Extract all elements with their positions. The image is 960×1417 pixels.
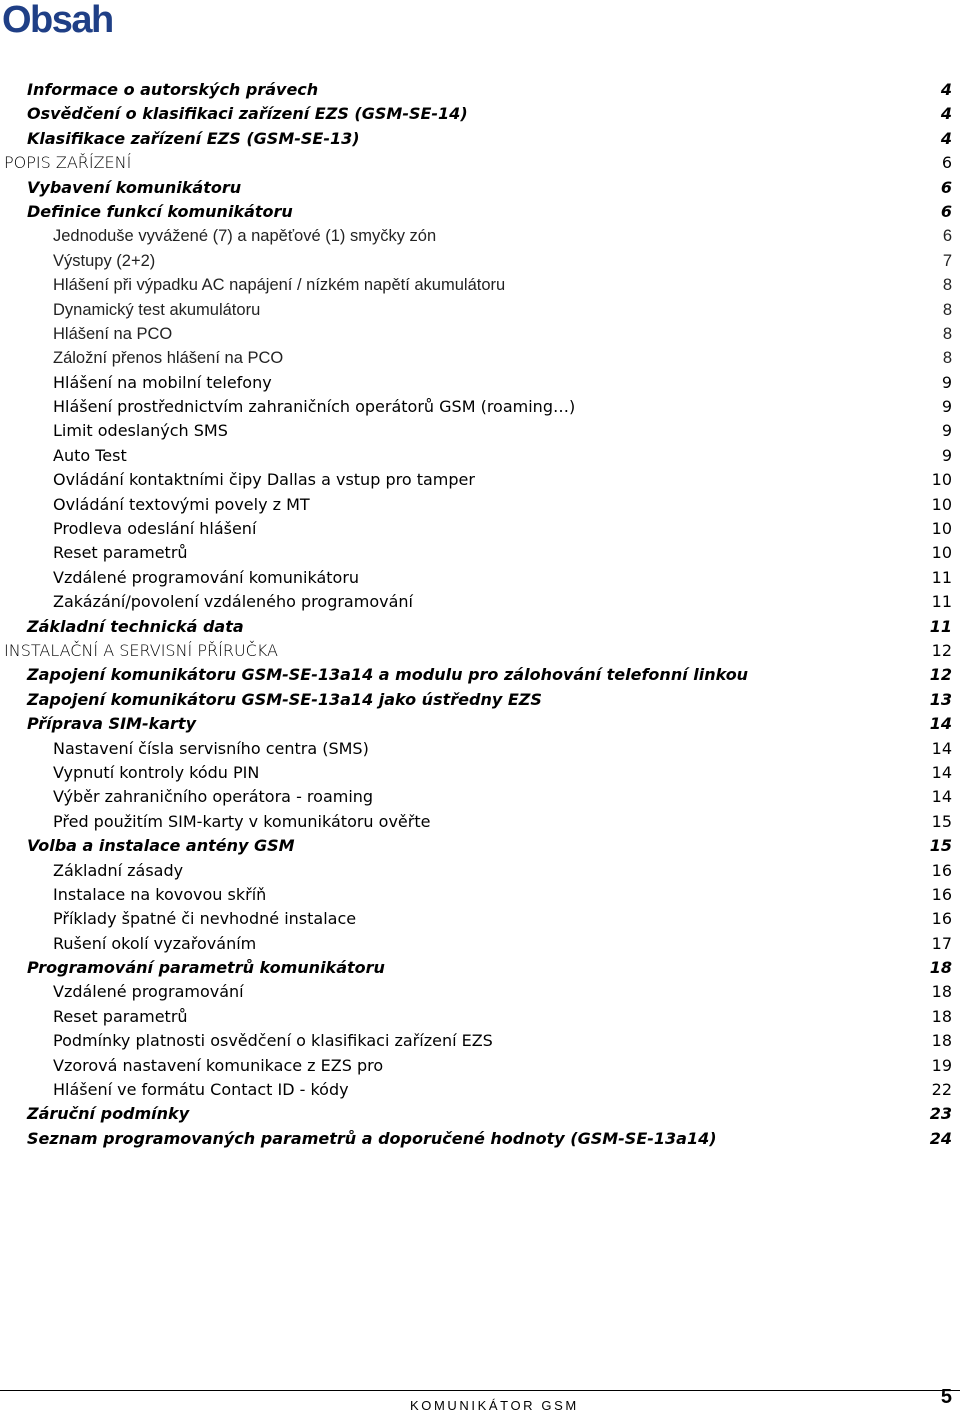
toc-entry[interactable] <box>0 200 960 224</box>
toc-entry-title: Instalace na kovovou skříň <box>53 884 267 904</box>
page-title: Obsah <box>2 0 113 41</box>
toc-entry-title: Hlášení prostřednictvím zahraničních operátorů GSM (roaming…) <box>53 397 576 417</box>
toc-entry[interactable] <box>0 493 960 517</box>
toc-entry[interactable] <box>0 371 960 395</box>
toc-entry[interactable] <box>0 1078 960 1102</box>
toc-entry-title: POPIS ZAŘÍZENÍ <box>4 153 132 173</box>
toc-entry-title: Výstupy (2+2) <box>53 251 156 270</box>
toc-entry-page: 14 <box>929 714 952 734</box>
footer-title: KOMUNIKÁTOR GSM <box>410 1398 579 1413</box>
toc-entry-page: 10 <box>931 543 952 563</box>
toc-entry-title: Reset parametrů <box>53 1006 188 1026</box>
toc-entry-page: 22 <box>931 1080 952 1100</box>
toc-entry-title: Limit odeslaných SMS <box>53 421 228 441</box>
toc-entry[interactable] <box>0 883 960 907</box>
toc-entry[interactable] <box>0 78 960 102</box>
toc-entry-title: Základní zásady <box>53 860 184 880</box>
toc-entry-title: Programování parametrů komunikátoru <box>27 958 385 978</box>
toc-entry-title: Nastavení čísla servisního centra (SMS) <box>53 738 369 758</box>
toc-entry-page: 24 <box>929 1128 952 1148</box>
toc-entry-title: Rušení okolí vyzařováním <box>53 933 257 953</box>
toc-entry-page: 15 <box>931 811 952 831</box>
toc-entry-title: Volba a instalace antény GSM <box>27 836 295 856</box>
toc-entry[interactable] <box>0 712 960 736</box>
toc-entry-title: Reset parametrů <box>53 543 188 563</box>
toc-entry-page: 14 <box>931 762 952 782</box>
toc-entry-title: Vybavení komunikátoru <box>27 177 242 197</box>
toc-entry[interactable] <box>0 615 960 639</box>
toc-entry[interactable] <box>0 761 960 785</box>
toc-entry-title: Definice funkcí komunikátoru <box>27 201 293 221</box>
toc-entry-title: Hlášení při výpadku AC napájení / nízkém napětí akumulátoru <box>53 276 506 295</box>
toc-entry-title: Vzorová nastavení komunikace z EZS pro <box>53 1055 384 1075</box>
toc-entry[interactable] <box>0 102 960 126</box>
toc-entry-title: Hlášení na mobilní telefony <box>53 372 272 392</box>
toc-entry-title: Osvědčení o klasifikaci zařízení EZS (GSM-SE-14) <box>27 104 468 124</box>
toc-entry-page: 18 <box>931 1006 952 1026</box>
toc-entry-title: Základní technická data <box>27 616 244 636</box>
toc-entry[interactable] <box>0 419 960 443</box>
toc-entry-page: 16 <box>931 884 952 904</box>
toc-entry-page: 6 <box>941 153 952 173</box>
toc-entry-title: Před použitím SIM-karty v komunikátoru ověřte <box>53 811 431 831</box>
toc-entry-page: 10 <box>931 519 952 539</box>
toc-entry-title: Zakázání/povolení vzdáleného programování <box>53 592 413 612</box>
toc-entry-page: 23 <box>929 1104 952 1124</box>
toc-entry[interactable] <box>0 151 960 175</box>
toc-entry-title: Výběr zahraničního operátora - roaming <box>53 787 374 807</box>
toc-entry[interactable] <box>0 322 960 346</box>
toc-entry-page: 10 <box>931 470 952 490</box>
toc-entry-page: 16 <box>931 860 952 880</box>
toc-entry-page: 18 <box>931 1031 952 1051</box>
toc-entry[interactable] <box>0 395 960 419</box>
toc-entry-title: Zapojení komunikátoru GSM-SE-13a14 a modulu pro zálohování telefonní linkou <box>27 665 749 685</box>
toc-entry-page: 17 <box>931 933 952 953</box>
toc-entry-page: 9 <box>941 397 952 417</box>
toc-entry[interactable] <box>0 1029 960 1053</box>
toc-entry-title: Vzdálené programování komunikátoru <box>53 567 360 587</box>
toc-entry[interactable] <box>0 859 960 883</box>
toc-entry[interactable] <box>0 127 960 151</box>
toc-entry-title: Vzdálené programování <box>53 982 244 1002</box>
footer-divider <box>0 1390 960 1391</box>
toc-entry-title: Jednoduše vyvážené (7) a napěťové (1) smyčky zón <box>53 227 437 246</box>
toc-entry[interactable] <box>0 688 960 712</box>
toc-entry-page: 6 <box>942 227 952 246</box>
toc-entry-page: 12 <box>929 665 952 685</box>
toc-entry[interactable] <box>0 176 960 200</box>
toc-entry[interactable] <box>0 810 960 834</box>
toc-entry-page: 11 <box>929 616 952 636</box>
toc-entry[interactable] <box>0 1127 960 1151</box>
toc-entry-page: 6 <box>940 177 952 197</box>
toc-entry-page: 9 <box>941 445 952 465</box>
toc-entry-page: 14 <box>931 738 952 758</box>
toc-entry[interactable] <box>0 346 960 370</box>
toc-entry[interactable] <box>0 517 960 541</box>
toc-entry-page: 19 <box>931 1055 952 1075</box>
toc-entry-page: 18 <box>931 982 952 1002</box>
toc-entry-title: Prodleva odeslání hlášení <box>53 519 257 539</box>
toc-entry-title: Záruční podmínky <box>27 1104 190 1124</box>
toc-entry[interactable] <box>0 737 960 761</box>
toc-entry[interactable] <box>0 273 960 297</box>
toc-entry-page: 9 <box>941 421 952 441</box>
toc-entry[interactable] <box>0 1054 960 1078</box>
toc-entry[interactable] <box>0 444 960 468</box>
toc-entry-title: Záložní přenos hlášení na PCO <box>53 349 284 368</box>
toc-entry[interactable] <box>0 932 960 956</box>
toc-entry-title: Příprava SIM-karty <box>27 714 196 734</box>
toc-entry[interactable] <box>0 785 960 809</box>
toc-entry-title: Zapojení komunikátoru GSM-SE-13a14 jako ústředny EZS <box>27 689 542 709</box>
toc-entry-title: Dynamický test akumulátoru <box>53 300 261 319</box>
toc-entry-title: Auto Test <box>53 445 127 465</box>
toc-entry-title: Příklady špatné či nevhodné instalace <box>53 909 357 929</box>
toc-entry-page: 10 <box>931 494 952 514</box>
toc-entry[interactable] <box>0 1005 960 1029</box>
toc-entry[interactable] <box>0 1102 960 1126</box>
toc-entry[interactable] <box>0 590 960 614</box>
toc-entry[interactable] <box>0 663 960 687</box>
toc-entry-page: 12 <box>931 640 952 660</box>
toc-entry[interactable] <box>0 249 960 273</box>
toc-entry[interactable] <box>0 468 960 492</box>
toc-entry-title: INSTALAČNÍ A SERVISNÍ PŘÍRUČKA <box>4 640 278 660</box>
footer-page-number: 5 <box>940 1386 952 1408</box>
toc-entry-title: Podmínky platnosti osvědčení o klasifikaci zařízení EZS <box>53 1031 493 1051</box>
toc-entry-page: 9 <box>941 372 952 392</box>
toc-entry-page: 16 <box>931 909 952 929</box>
toc-entry-title: Vypnutí kontroly kódu PIN <box>53 762 260 782</box>
toc-entry-title: Hlášení na PCO <box>53 324 173 343</box>
toc-entry-page: 8 <box>942 276 952 295</box>
table-of-contents <box>0 78 960 1151</box>
toc-entry-page: 6 <box>940 201 952 221</box>
toc-entry[interactable] <box>0 980 960 1004</box>
toc-entry-title: Seznam programovaných parametrů a doporučené hodnoty (GSM-SE-13a14) <box>27 1128 717 1148</box>
toc-entry-title: Hlášení ve formátu Contact ID - kódy <box>53 1080 349 1100</box>
toc-entry-page: 8 <box>942 300 952 319</box>
toc-entry-page: 4 <box>940 104 952 124</box>
toc-entry-page: 4 <box>940 80 952 99</box>
toc-entry-page: 7 <box>942 251 952 270</box>
toc-entry-page: 4 <box>940 128 952 148</box>
toc-entry-page: 8 <box>942 349 952 368</box>
toc-entry-title: Informace o autorských právech <box>27 80 319 99</box>
toc-entry-page: 15 <box>929 836 952 856</box>
toc-entry[interactable] <box>0 298 960 322</box>
toc-entry[interactable] <box>0 639 960 663</box>
toc-entry[interactable] <box>0 224 960 248</box>
toc-entry-page: 13 <box>929 689 952 709</box>
toc-entry[interactable] <box>0 956 960 980</box>
toc-entry[interactable] <box>0 541 960 565</box>
toc-entry-page: 8 <box>942 324 952 343</box>
toc-entry[interactable] <box>0 907 960 931</box>
toc-entry-title: Klasifikace zařízení EZS (GSM-SE-13) <box>27 128 360 148</box>
toc-entry-page: 18 <box>929 958 952 978</box>
toc-entry-page: 11 <box>931 567 952 587</box>
toc-entry-page: 14 <box>931 787 952 807</box>
toc-entry-page: 11 <box>931 592 952 612</box>
toc-entry[interactable] <box>0 566 960 590</box>
toc-entry[interactable] <box>0 834 960 858</box>
toc-entry-title: Ovládání textovými povely z MT <box>53 494 310 514</box>
toc-entry-title: Ovládání kontaktními čipy Dallas a vstup pro tamper <box>53 470 475 490</box>
